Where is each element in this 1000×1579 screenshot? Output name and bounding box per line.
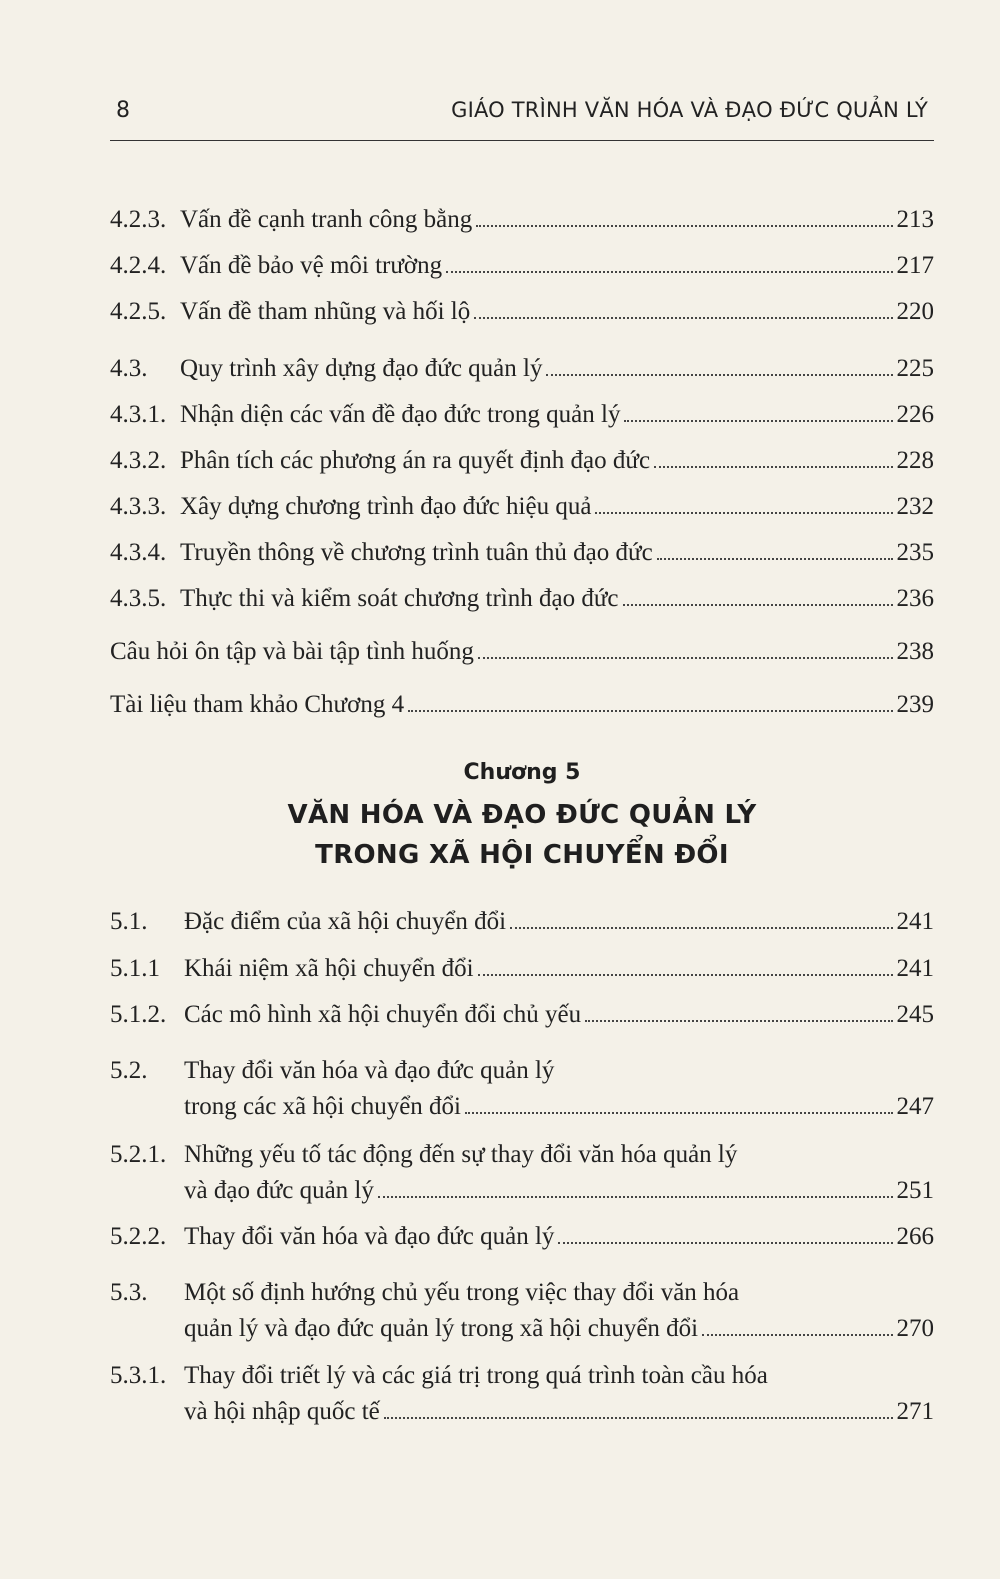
toc-entry xyxy=(110,443,934,479)
toc-entry xyxy=(110,294,934,330)
toc-entry-page: 220 xyxy=(896,298,934,325)
toc-entry xyxy=(110,1053,934,1125)
dot-leader xyxy=(623,604,893,606)
toc-entry-page: 270 xyxy=(896,1315,934,1342)
toc-entry-title: và đạo đức quản lý xyxy=(184,1177,374,1204)
toc-entry-number: 5.2.1. xyxy=(110,1141,167,1168)
dot-leader xyxy=(476,225,892,227)
toc-entry-title-line1: Thay đổi triết lý và các giá trị trong quá trình toàn cầu hóa xyxy=(184,1362,768,1389)
toc-entry-title: Câu hỏi ôn tập và bài tập tình huống xyxy=(110,638,474,665)
dot-leader xyxy=(585,1020,892,1022)
toc-entry-number: 5.1. xyxy=(110,908,148,935)
toc-entry-page: 217 xyxy=(896,252,934,279)
toc-entry-title: trong các xã hội chuyển đổi xyxy=(184,1093,461,1120)
dot-leader xyxy=(702,1334,892,1336)
dot-leader xyxy=(478,657,893,659)
toc-entry xyxy=(110,951,934,987)
toc-entry-title: Quy trình xây dựng đạo đức quản lý xyxy=(180,355,543,382)
toc-entry-title: Phân tích các phương án ra quyết định đạo đức xyxy=(180,447,651,474)
toc-entry-title: Thực thi và kiểm soát chương trình đạo đức xyxy=(180,585,619,612)
toc-entry-page: 239 xyxy=(896,691,934,718)
toc-entry-number: 4.3.5. xyxy=(110,585,167,612)
toc-entry-page: 232 xyxy=(896,493,934,520)
chapter-label: Chương 5 xyxy=(463,760,581,785)
toc-entry xyxy=(110,535,934,571)
toc-entry-title: Vấn đề tham nhũng và hối lộ xyxy=(180,298,471,325)
toc-entry-page: 225 xyxy=(896,355,934,382)
toc-entry-page: 235 xyxy=(896,539,934,566)
dot-leader xyxy=(465,1112,893,1114)
toc-entry-page: 228 xyxy=(896,447,934,474)
toc-entry-number: 4.3.1. xyxy=(110,401,167,428)
toc-entry-number: 5.3.1. xyxy=(110,1362,167,1389)
toc-entry-number: 4.3. xyxy=(110,355,148,382)
toc-entry-number: 4.3.4. xyxy=(110,539,167,566)
dot-leader xyxy=(546,374,892,376)
toc-entry-page: 245 xyxy=(896,1001,934,1028)
dot-leader xyxy=(654,466,892,468)
dot-leader xyxy=(657,558,893,560)
dot-leader xyxy=(510,927,892,929)
dot-leader xyxy=(378,1196,893,1198)
toc-entry-page: 271 xyxy=(896,1398,934,1425)
chapter-heading xyxy=(110,760,934,875)
toc-entry-number: 5.2. xyxy=(110,1057,148,1084)
toc-entry-number: 5.1.1 xyxy=(110,955,160,982)
toc-entry-number: 5.1.2. xyxy=(110,1001,167,1028)
toc-entry-page: 266 xyxy=(896,1223,934,1250)
toc-entry-title: Tài liệu tham khảo Chương 4 xyxy=(110,691,405,718)
page-number: 8 xyxy=(116,98,130,123)
chapter-title-line1: VĂN HÓA VÀ ĐẠO ĐỨC QUẢN LÝ xyxy=(287,800,757,830)
toc-entry-page: 247 xyxy=(896,1093,934,1120)
toc-entry-number: 4.2.3. xyxy=(110,206,167,233)
toc-entry-title: quản lý và đạo đức quản lý trong xã hội chuyển đổi xyxy=(184,1315,699,1342)
toc-entry-title-line1: Những yếu tố tác động đến sự thay đổi văn hóa quản lý xyxy=(184,1141,738,1168)
dot-leader xyxy=(478,974,893,976)
toc-entry xyxy=(110,687,934,723)
toc-entry-number: 5.2.2. xyxy=(110,1223,167,1250)
toc-entry-title: Vấn đề cạnh tranh công bằng xyxy=(180,206,473,233)
toc-entry-number: 4.3.3. xyxy=(110,493,167,520)
toc-entry-title-line1: Thay đổi văn hóa và đạo đức quản lý xyxy=(184,1057,555,1084)
toc-entry-title-line1: Một số định hướng chủ yếu trong việc thay đổi văn hóa xyxy=(184,1279,740,1306)
toc-entry xyxy=(110,248,934,284)
toc-entry-title: Các mô hình xã hội chuyển đổi chủ yếu xyxy=(184,1001,582,1028)
toc-entry xyxy=(110,997,934,1033)
page-header xyxy=(110,98,934,141)
toc-entry-page: 236 xyxy=(896,585,934,612)
dot-leader xyxy=(595,512,892,514)
toc-entry-number: 4.2.5. xyxy=(110,298,167,325)
toc-entry-number: 4.2.4. xyxy=(110,252,167,279)
toc-entry-number: 5.3. xyxy=(110,1279,148,1306)
dot-leader xyxy=(446,271,892,273)
toc-entry-page: 251 xyxy=(896,1177,934,1204)
toc-entry xyxy=(110,351,934,387)
toc-entry-number: 4.3.2. xyxy=(110,447,167,474)
toc-entry-title: Truyền thông về chương trình tuân thủ đạo đức xyxy=(180,539,653,566)
toc-entry xyxy=(110,1137,934,1209)
toc-entry-page: 241 xyxy=(896,955,934,982)
toc-entry-title: Khái niệm xã hội chuyển đổi xyxy=(184,955,474,982)
dot-leader xyxy=(474,317,892,319)
toc-entry-title: Nhận diện các vấn đề đạo đức trong quản lý xyxy=(180,401,621,428)
dot-leader xyxy=(558,1242,892,1244)
toc-entry xyxy=(110,489,934,525)
book-title: GIÁO TRÌNH VĂN HÓA VÀ ĐẠO ĐỨC QUẢN LÝ xyxy=(451,98,928,122)
toc-entry xyxy=(110,1219,934,1255)
toc-entry-page: 226 xyxy=(896,401,934,428)
toc-entry-title: Thay đổi văn hóa và đạo đức quản lý xyxy=(184,1223,555,1250)
toc-entry xyxy=(110,904,934,940)
toc-entry xyxy=(110,634,934,670)
dot-leader xyxy=(624,420,892,422)
toc-entry xyxy=(110,1358,934,1430)
toc-entry-title: Vấn đề bảo vệ môi trường xyxy=(180,252,443,279)
toc-entry-page: 241 xyxy=(896,908,934,935)
toc-entry-page: 213 xyxy=(896,206,934,233)
dot-leader xyxy=(384,1417,893,1419)
dot-leader xyxy=(408,710,892,712)
toc-entry-title: Xây dựng chương trình đạo đức hiệu quả xyxy=(180,493,592,520)
toc-entry xyxy=(110,1275,934,1347)
toc-entry-title: và hội nhập quốc tế xyxy=(184,1398,380,1425)
toc-entry-page: 238 xyxy=(896,638,934,665)
chapter-title-line2: TRONG XÃ HỘI CHUYỂN ĐỔI xyxy=(315,840,729,870)
toc-entry xyxy=(110,397,934,433)
toc-entry-title: Đặc điểm của xã hội chuyển đổi xyxy=(184,908,507,935)
toc-entry xyxy=(110,202,934,238)
toc-entry xyxy=(110,581,934,617)
